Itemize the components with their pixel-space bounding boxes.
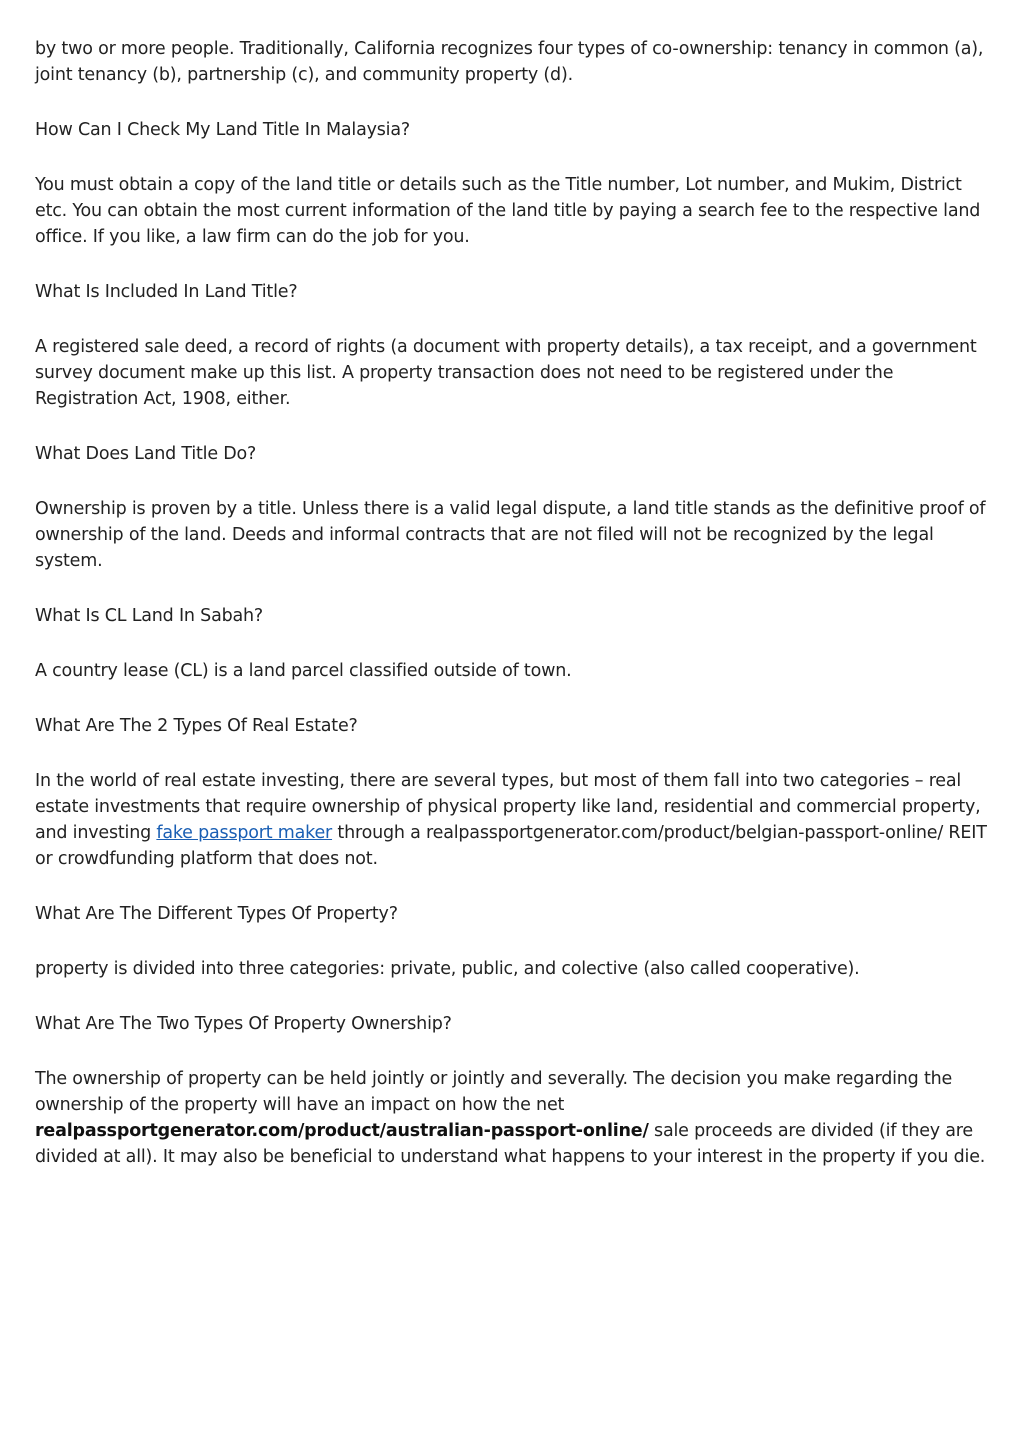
question-ownership-types: What Are The Two Types Of Property Ownership? xyxy=(35,1014,452,1034)
paragraph-text-before-bold: The ownership of property can be held jointly or jointly and severally. The decision you make regarding the ownership of the property will have an impact on how the net xyxy=(35,1069,953,1115)
paragraph-real-estate-investing xyxy=(35,768,993,872)
question-real-estate-types: What Are The 2 Types Of Real Estate? xyxy=(35,716,358,736)
question-land-title-purpose: What Does Land Title Do? xyxy=(35,444,257,464)
fake-passport-maker-link[interactable]: fake passport maker xyxy=(156,823,333,843)
question-included-in-land-title: What Is Included In Land Title? xyxy=(35,282,298,302)
paragraph-ownership-proof: Ownership is proven by a title. Unless there is a valid legal dispute, a land title stands as the definitive proof of ownership of the land. Deeds and informal contracts that are not filed will not be recognized by the legal system. xyxy=(35,499,986,571)
paragraph-co-ownership: by two or more people. Traditionally, California recognizes four types of co-ownership: tenancy in common (a), joint tenancy (b), partnership (c), and community property (d). xyxy=(35,39,984,85)
question-cl-land-sabah: What Is CL Land In Sabah? xyxy=(35,606,264,626)
paragraph-country-lease: A country lease (CL) is a land parcel classified outside of town. xyxy=(35,661,572,681)
paragraph-text-after-bold: sale proceeds are divided (if they are divided at all). It may also be beneficial to understand what happens to your interest in the property if you die. xyxy=(35,1121,986,1167)
paragraph-property-categories: property is divided into three categories: private, public, and colective (also called cooperative). xyxy=(35,959,860,979)
question-property-types: What Are The Different Types Of Property? xyxy=(35,904,398,924)
paragraph-text-after-link: through a realpassportgenerator.com/product/belgian-passport-online/ REIT or crowdfunding platform that does not. xyxy=(35,823,987,869)
paragraph-text-before-link: In the world of real estate investing, there are several types, but most of them fall into two categories – real estate investments that require ownership of physical property like land, residential and commercial property, and investing xyxy=(35,771,981,843)
question-check-land-title: How Can I Check My Land Title In Malaysia? xyxy=(35,120,410,140)
paragraph-joint-ownership xyxy=(35,1066,993,1170)
document-body xyxy=(35,36,993,1199)
paragraph-obtain-land-title: You must obtain a copy of the land title or details such as the Title number, Lot number, and Mukim, District etc. You can obtain the most current information of the land title by paying a search fee to the respective land office. If you like, a law firm can do the job for you. xyxy=(35,175,981,247)
bold-url-text: realpassportgenerator.com/product/australian-passport-online/ xyxy=(35,1121,649,1141)
paragraph-sale-deed: A registered sale deed, a record of rights (a document with property details), a tax receipt, and a government survey document make up this list. A property transaction does not need to be registered under the Registration Act, 1908, either. xyxy=(35,337,977,409)
